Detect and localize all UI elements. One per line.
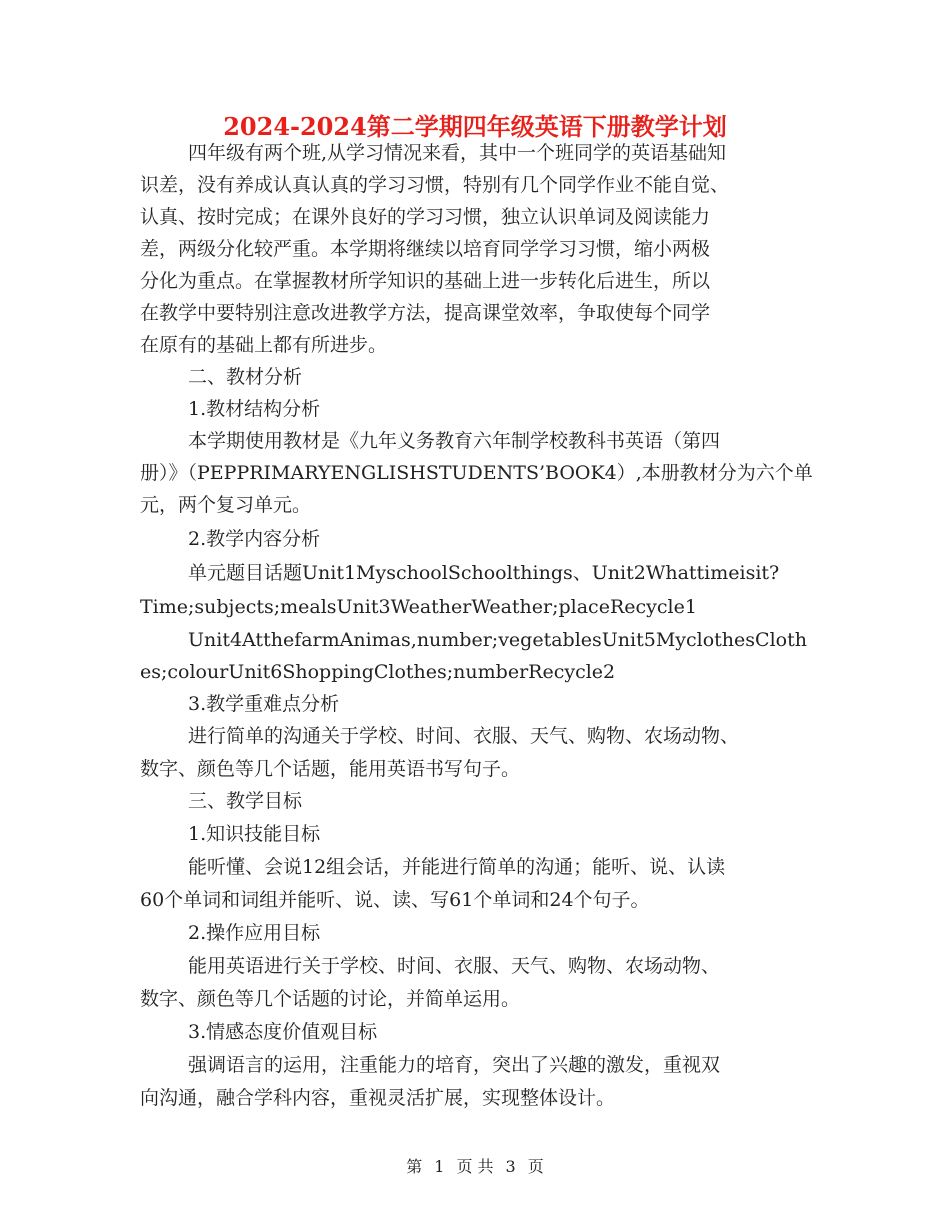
paragraph-line: 单元题目话题Unit1MyschoolSchoolthings、Unit2Whattimeisit? [188,562,780,584]
paragraph-line: 元，两个复习单元。 [140,494,312,516]
paragraph-line: 四年级有两个班,从学习情况来看，其中一个班同学的英语基础知 [188,142,727,164]
subsection-heading: 3.教学重难点分析 [188,693,340,715]
page-footer [0,1155,950,1179]
paragraph-line: 进行简单的沟通关于学校、时间、衣服、天气、购物、农场动物、 [188,725,740,747]
subsection-heading: 3.情感态度价值观目标 [188,1021,378,1043]
section-heading: 三、教学目标 [188,790,303,812]
subsection-heading: 1.知识技能目标 [188,823,321,845]
paragraph-line: 数字、颜色等几个话题，能用英语书写句子。 [140,758,521,780]
subsection-heading: 1.教材结构分析 [188,398,321,420]
paragraph-line: 强调语言的运用，注重能力的培育，突出了兴趣的激发，重视双 [188,1054,721,1076]
paragraph-line: 能用英语进行关于学校、时间、衣服、天气、购物、农场动物、 [188,955,721,977]
paragraph-line: Time;subjects;mealsUnit3WeatherWeather;placeRecycle1 [140,596,697,618]
footer-total-pages: 3 [505,1157,516,1176]
subsection-heading: 2.操作应用目标 [188,922,321,944]
footer-prefix: 第 [406,1157,423,1176]
paragraph-line: 分化为重点。在掌握教材所学知识的基础上进一步转化后进生，所以 [140,270,711,292]
paragraph-line: 在原有的基础上都有所进步。 [140,334,388,356]
footer-mid: 页 共 [456,1157,494,1176]
paragraph-line: 能听懂、会说12组会话，并能进行简单的沟通；能听、说、认读 [188,856,726,878]
paragraph-line: 本学期使用教材是《九年义务教育六年制学校教科书英语（第四 [188,430,721,452]
paragraph-line: 识差，没有养成认真认真的学习习惯，特别有几个同学作业不能自觉、 [140,174,730,196]
section-heading: 二、教材分析 [188,366,303,388]
document-title: 2024-2024第二学期四年级英语下册教学计划 [223,112,727,141]
paragraph-line: 数字、颜色等几个话题的讨论，并简单运用。 [140,988,521,1010]
paragraph-line: 差，两级分化较严重。本学期将继续以培育同学学习习惯，缩小两极 [140,238,711,260]
footer-suffix: 页 [527,1157,544,1176]
footer-page-number: 1 [434,1157,445,1176]
paragraph-line: 认真、按时完成；在课外良好的学习习惯，独立认识单词及阅读能力 [140,206,711,228]
paragraph-line: 在教学中要特别注意改进教学方法，提高课堂效率，争取使每个同学 [140,302,711,324]
paragraph-line: es;colourUnit6ShoppingClothes;numberRecycle2 [140,661,616,683]
paragraph-line: 向沟通，融合学科内容，重视灵活扩展，实现整体设计。 [140,1087,616,1109]
paragraph-line: 60个单词和词组并能听、说、读、写61个单词和24个句子。 [140,889,650,911]
subsection-heading: 2.教学内容分析 [188,528,321,550]
paragraph-line: 册）》（PEPPRIMARYENGLISHSTUDENTS’BOOK4）,本册教材分为六个单 [140,462,813,484]
paragraph-line: Unit4AtthefarmAnimas,number;vegetablesUnit5MyclothesCloth [188,629,807,651]
